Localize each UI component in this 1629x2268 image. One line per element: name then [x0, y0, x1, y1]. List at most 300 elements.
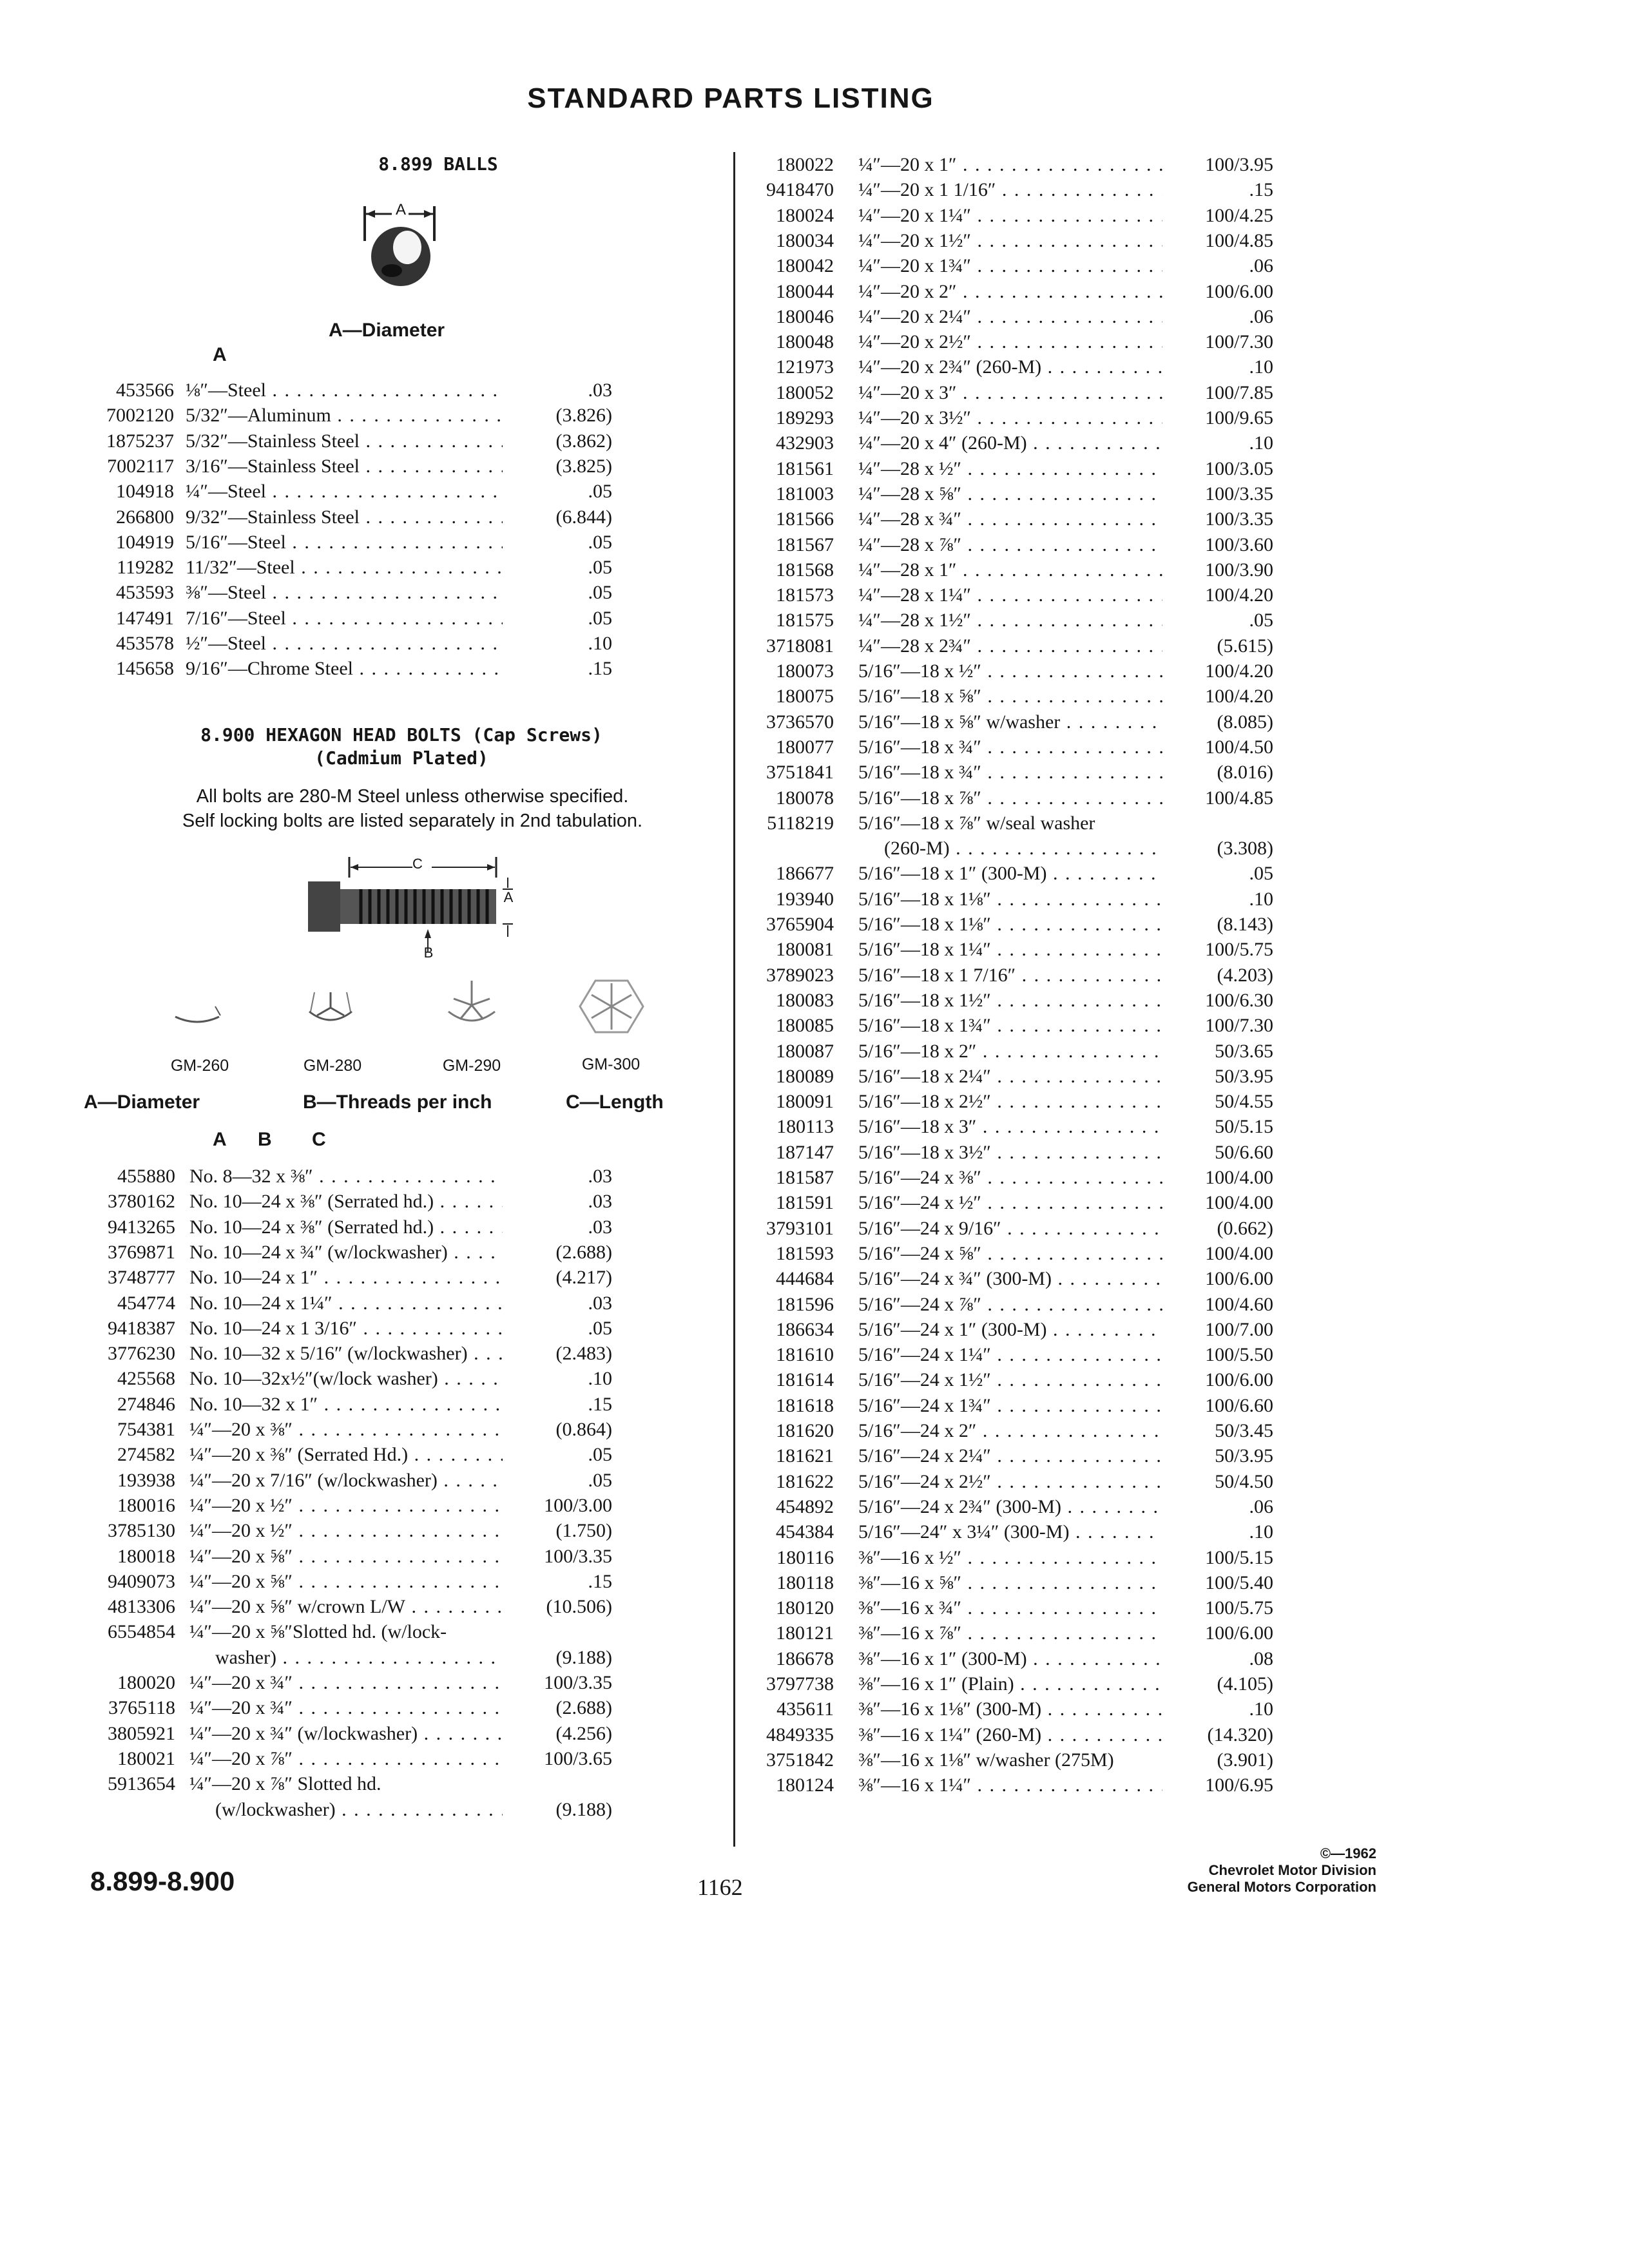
part-description: 5/16″—24 x ½″ . . .: [858, 1190, 1162, 1215]
part-description: 9/32″—Stainless Steel . . .: [186, 505, 503, 530]
part-description: No. 10—24 x 1″ . . .: [189, 1265, 503, 1290]
column-header-c: C: [312, 1129, 326, 1150]
part-description: 5/16″—24 x 1¼″ . . .: [858, 1342, 1162, 1367]
part-description: ⅜″—16 x ⅝″ . . .: [858, 1570, 1162, 1595]
part-description: 5/16″—24 x 1¾″ . . .: [858, 1393, 1162, 1418]
gm-280-head-icon: [302, 979, 360, 1037]
column-header-a: A: [213, 1129, 227, 1150]
part-description: ⅜″—Steel . . .: [186, 580, 503, 605]
part-description: ⅛″—Steel . . .: [186, 378, 503, 403]
part-number: 181622: [776, 1470, 834, 1492]
table-row: [84, 1721, 612, 1746]
part-number: 180085: [776, 1015, 834, 1037]
part-price: .05: [1249, 863, 1273, 885]
part-number: 3748777: [108, 1267, 175, 1289]
part-price: 50/3.95: [1215, 1445, 1273, 1467]
part-description: 5/16″—18 x 2″ . . .: [858, 1039, 1162, 1064]
part-number: 145658: [116, 658, 174, 680]
part-number: 3751842: [766, 1749, 834, 1771]
part-description: (w/lockwasher) . . .: [215, 1797, 503, 1822]
part-price: 100/9.65: [1205, 407, 1273, 428]
part-price: 100/3.65: [544, 1747, 612, 1769]
table-row: [84, 1518, 612, 1543]
part-number: 180022: [776, 154, 834, 175]
table-row: [84, 1569, 612, 1594]
part-description: ⅜″—16 x 1¼″ . . .: [858, 1773, 1162, 1798]
table-row: [84, 631, 612, 656]
table-row: [745, 963, 1273, 988]
part-number: 180089: [776, 1065, 834, 1087]
part-number: 180077: [776, 736, 834, 758]
part-description: ⅜″—16 x 1″ (Plain) . . .: [858, 1671, 1162, 1696]
table-row: [84, 1695, 612, 1720]
table-row: [84, 1670, 612, 1695]
part-price: 100/4.00: [1205, 1192, 1273, 1214]
balls-column-header: A: [213, 344, 227, 365]
table-row: [745, 279, 1273, 304]
table-row: [84, 1468, 612, 1493]
table-row: [745, 1671, 1273, 1696]
table-row: [84, 1493, 612, 1518]
table-row: [745, 1595, 1273, 1620]
table-row: [745, 1114, 1273, 1139]
part-price: (4.256): [555, 1722, 612, 1744]
part-description: ¼″—20 x 2½″ . . .: [858, 329, 1162, 354]
gm-300-head-icon: [576, 974, 647, 1039]
part-description: ½″—Steel . . .: [186, 631, 503, 656]
table-row: [745, 785, 1273, 811]
part-number: 9418470: [766, 179, 834, 201]
table-row: [745, 836, 1273, 861]
part-price: .15: [588, 1570, 612, 1592]
part-number: 3793101: [766, 1217, 834, 1239]
part-price: (0.864): [555, 1419, 612, 1440]
table-row: [745, 658, 1273, 684]
part-number: 181621: [776, 1445, 834, 1467]
part-description: 5/16″—24 x 2¾″ (300-M) . . .: [858, 1494, 1162, 1519]
part-price: (3.308): [1217, 838, 1273, 860]
table-row: [745, 937, 1273, 962]
part-price: .08: [1249, 1648, 1273, 1669]
part-description: 9/16″—Chrome Steel . . .: [186, 656, 503, 681]
part-price: .15: [588, 1393, 612, 1415]
part-number: 147491: [116, 607, 174, 629]
part-price: 50/3.95: [1215, 1065, 1273, 1087]
part-price: .05: [588, 557, 612, 579]
part-price: (3.862): [555, 430, 612, 452]
part-number: 181618: [776, 1394, 834, 1416]
column-divider: [733, 152, 735, 1847]
part-description: 5/32″—Aluminum . . .: [186, 403, 503, 428]
part-price: 100/3.00: [544, 1494, 612, 1516]
part-number: 180075: [776, 686, 834, 707]
part-number: 4813306: [108, 1596, 175, 1618]
part-number: 186678: [776, 1648, 834, 1669]
part-description: No. 10—32 x 5/16″ (w/lockwasher) . . .: [189, 1341, 503, 1366]
table-row: [84, 1291, 612, 1316]
part-price: 100/7.00: [1205, 1318, 1273, 1340]
table-row: [745, 203, 1273, 228]
part-number: 180081: [776, 939, 834, 961]
table-row: [745, 1646, 1273, 1671]
part-number: 193938: [117, 1469, 175, 1491]
part-description: ¼″—20 x 1¾″ . . .: [858, 253, 1162, 278]
table-row: [745, 735, 1273, 760]
table-row: [745, 456, 1273, 481]
part-description: ¼″—20 x ¾″ . . .: [189, 1695, 503, 1720]
part-description: ¼″—20 x 2″ . . .: [858, 279, 1162, 304]
table-row: [745, 304, 1273, 329]
part-number: 181575: [776, 610, 834, 631]
part-description: 5/16″—18 x ¾″ . . .: [858, 760, 1162, 785]
part-number: 180048: [776, 331, 834, 353]
bolts-note-material: All bolts are 280-M Steel unless otherwise specified.: [196, 786, 629, 807]
part-description: ¼″—20 x 2¾″ (260-M) . . .: [858, 354, 1162, 380]
part-number: 180046: [776, 305, 834, 327]
table-row: [745, 1722, 1273, 1747]
part-number: 181566: [776, 508, 834, 530]
part-number: 435611: [776, 1698, 834, 1720]
part-number: 180024: [776, 204, 834, 226]
part-price: (2.688): [555, 1241, 612, 1263]
part-number: 181573: [776, 584, 834, 606]
table-row: [745, 1089, 1273, 1114]
part-price: .05: [588, 582, 612, 604]
part-description: No. 8—32 x ⅜″ . . .: [189, 1164, 503, 1189]
part-description: No. 10—32x½″(w/lock washer) . . .: [189, 1366, 503, 1391]
part-number: 274846: [117, 1393, 175, 1415]
part-number: 3785130: [108, 1520, 175, 1542]
part-price: 100/4.20: [1205, 584, 1273, 606]
table-row: [745, 1519, 1273, 1544]
table-row: [745, 1469, 1273, 1494]
table-row: [745, 152, 1273, 177]
part-number: 181610: [776, 1344, 834, 1366]
gm-260-head-icon: [169, 987, 227, 1039]
table-row: [745, 405, 1273, 430]
table-row: [84, 1417, 612, 1442]
part-description: 5/16″—24 x 9/16″ . . .: [858, 1216, 1162, 1241]
part-price: 100/6.00: [1205, 1622, 1273, 1644]
part-number: 180091: [776, 1091, 834, 1113]
part-description: 5/16″—18 x 3″ . . .: [858, 1114, 1162, 1139]
part-description: No. 10—24 x ¾″ (w/lockwasher) . . .: [189, 1240, 503, 1265]
part-number: 180021: [117, 1747, 175, 1769]
part-number: 1875237: [106, 430, 174, 452]
part-number: 3797738: [766, 1673, 834, 1695]
part-number: 180073: [776, 660, 834, 682]
part-number: 180121: [776, 1622, 834, 1644]
part-description: ¼″—28 x ⅞″ . . .: [858, 532, 1162, 557]
part-price: 100/4.85: [1205, 229, 1273, 251]
part-description: No. 10—24 x 1 3/16″ . . .: [189, 1316, 503, 1341]
table-row: [745, 1545, 1273, 1570]
part-price: 50/4.50: [1215, 1470, 1273, 1492]
grade-label-gm-290: GM-290: [442, 1057, 501, 1075]
part-price: (5.615): [1217, 635, 1273, 657]
table-row: [745, 608, 1273, 633]
part-number: 453566: [116, 380, 174, 401]
part-description: 5/16″—24 x ⅝″ . . .: [858, 1241, 1162, 1266]
part-number: 266800: [116, 506, 174, 528]
part-description: 5/16″—18 x ½″ . . .: [858, 658, 1162, 684]
part-price: (2.688): [555, 1697, 612, 1719]
part-price: .05: [588, 1444, 612, 1466]
balls-section-heading: 8.899 BALLS: [378, 153, 498, 175]
part-number: 9418387: [108, 1317, 175, 1339]
part-price: (6.844): [555, 506, 612, 528]
part-description: 5/16″—24 x ⅞″ . . .: [858, 1292, 1162, 1317]
part-price: .06: [1249, 1495, 1273, 1517]
part-description: 7/16″—Steel . . .: [186, 606, 503, 631]
part-number: 187147: [776, 1141, 834, 1163]
part-description: ⅜″—16 x ¾″ . . .: [858, 1595, 1162, 1620]
table-row: [84, 1594, 612, 1619]
legend-threads: B—Threads per inch: [303, 1091, 492, 1113]
part-price: 100/7.30: [1205, 331, 1273, 353]
part-number: 180016: [117, 1494, 175, 1516]
part-description: ¼″—20 x ⅝″ . . .: [189, 1544, 503, 1569]
bolts-note-self-locking: Self locking bolts are listed separately in 2nd tabulation.: [182, 811, 643, 831]
part-price: 100/6.00: [1205, 280, 1273, 302]
table-row: [745, 1039, 1273, 1064]
part-price: 100/4.50: [1205, 736, 1273, 758]
part-number: 3780162: [108, 1191, 175, 1213]
part-number: 3765118: [108, 1697, 175, 1719]
part-description: ¼″—28 x 1″ . . .: [858, 557, 1162, 582]
table-row: [84, 656, 612, 681]
part-number: 3769871: [108, 1241, 175, 1263]
table-row: [84, 1240, 612, 1265]
table-row: [745, 329, 1273, 354]
table-row: [84, 1341, 612, 1366]
part-number: 754381: [117, 1419, 175, 1440]
part-number: 180018: [117, 1545, 175, 1567]
part-number: 181596: [776, 1293, 834, 1315]
part-description: 5/16″—24 x 2″ . . .: [858, 1418, 1162, 1443]
table-row: [745, 1418, 1273, 1443]
table-row: [84, 580, 612, 605]
part-description: 5/16″—18 x 1″ (300-M) . . .: [858, 861, 1162, 886]
table-row: [745, 988, 1273, 1013]
part-price: (1.750): [555, 1520, 612, 1542]
part-description: 5/16″—18 x ¾″ . . .: [858, 735, 1162, 760]
part-price: (8.016): [1217, 762, 1273, 783]
part-number: 104918: [116, 481, 174, 503]
part-description: ¼″—20 x ⅜″ (Serrated Hd.) . . .: [189, 1442, 503, 1467]
part-price: .03: [588, 1216, 612, 1238]
part-description: 5/32″—Stainless Steel . . .: [186, 428, 503, 454]
part-price: 100/4.85: [1205, 787, 1273, 809]
part-description: ¼″—20 x ⅝″Slotted hd. (w/lock-: [189, 1621, 447, 1643]
part-price: 100/3.35: [544, 1672, 612, 1693]
table-row: [84, 403, 612, 428]
ball-dimension-label: A: [395, 201, 406, 218]
part-price: .10: [1249, 1698, 1273, 1720]
part-description: 5/16″—24 x 2¼″ . . .: [858, 1443, 1162, 1468]
part-price: (8.143): [1217, 914, 1273, 935]
part-description: ¼″—20 x ⅝″ . . .: [189, 1569, 503, 1594]
part-price: 100/4.00: [1205, 1167, 1273, 1188]
part-description: ¼″—20 x ¾″ (w/lockwasher) . . .: [189, 1721, 503, 1746]
part-price: 100/5.75: [1205, 939, 1273, 961]
part-description: 5/16″—18 x 1 7/16″ . . .: [858, 963, 1162, 988]
part-price: (2.483): [555, 1343, 612, 1365]
part-price: (10.506): [546, 1596, 612, 1618]
part-number: 186634: [776, 1318, 834, 1340]
table-row: [745, 506, 1273, 532]
part-price: .10: [1249, 356, 1273, 378]
part-description: ¼″—20 x ⅝″ w/crown L/W . . .: [189, 1594, 503, 1619]
part-number: 181620: [776, 1420, 834, 1441]
part-description: ⅜″—16 x 1⅛″ (300-M) . . .: [858, 1696, 1162, 1722]
table-row: [745, 1570, 1273, 1595]
part-description: ¼″—20 x 1″ . . .: [858, 152, 1162, 177]
part-price: .05: [588, 1317, 612, 1339]
part-description: ¼″—20 x ¾″ . . .: [189, 1670, 503, 1695]
table-row: [745, 253, 1273, 278]
part-price: .05: [1249, 610, 1273, 631]
page-number: 1162: [697, 1874, 743, 1900]
table-row: [745, 1064, 1273, 1089]
part-price: .10: [588, 1368, 612, 1390]
table-row: [745, 582, 1273, 608]
part-description: ¼″—28 x ⅝″ . . .: [858, 481, 1162, 506]
part-price: .15: [588, 658, 612, 680]
part-description: 5/16″—18 x ⅞″ w/seal washer: [858, 812, 1095, 834]
part-description: 5/16″—18 x 3½″ . . .: [858, 1140, 1162, 1165]
table-row: [745, 532, 1273, 557]
table-row: [84, 1746, 612, 1771]
part-description: ⅜″—16 x 1″ (300-M) . . .: [858, 1646, 1162, 1671]
part-price: .10: [1249, 432, 1273, 454]
grade-label-gm-300: GM-300: [581, 1055, 641, 1073]
part-number: 454774: [117, 1292, 175, 1314]
part-description: ¼″—Steel . . .: [186, 479, 503, 504]
table-row: [745, 1747, 1273, 1773]
part-description: ¼″—20 x ½″ . . .: [189, 1518, 503, 1543]
part-number: 180083: [776, 989, 834, 1011]
part-number: 180078: [776, 787, 834, 809]
part-description: ¼″—20 x ⅞″ Slotted hd.: [189, 1773, 381, 1795]
table-row: [745, 861, 1273, 886]
part-price: 50/4.55: [1215, 1091, 1273, 1113]
part-description: 5/16″—18 x 1⅛″ . . .: [858, 912, 1162, 937]
company-corporation: General Motors Corporation: [1187, 1879, 1376, 1895]
part-number: 3765904: [766, 914, 834, 935]
part-price: 50/5.15: [1215, 1116, 1273, 1138]
table-row: [745, 1216, 1273, 1241]
table-row: [745, 1367, 1273, 1392]
part-price: 100/5.15: [1205, 1546, 1273, 1568]
page-title: STANDARD PARTS LISTING: [527, 82, 934, 114]
table-row: [745, 912, 1273, 937]
part-description: 5/16″—24 x 1″ (300-M) . . .: [858, 1317, 1162, 1342]
grade-label-gm-280: GM-280: [303, 1057, 362, 1075]
part-number: 189293: [776, 407, 834, 428]
part-number: 432903: [776, 432, 834, 454]
part-description: ¼″—20 x ½″ . . .: [189, 1493, 503, 1518]
part-number: 181587: [776, 1167, 834, 1188]
part-description: No. 10—24 x ⅜″ (Serrated hd.) . . .: [189, 1215, 503, 1240]
part-description: ¼″—20 x ⅜″ . . .: [189, 1417, 503, 1442]
part-price: 100/6.00: [1205, 1268, 1273, 1290]
part-price: 100/5.75: [1205, 1597, 1273, 1619]
part-number: 180020: [117, 1672, 175, 1693]
part-number: 5118219: [767, 812, 834, 834]
part-description: No. 10—32 x 1″ . . .: [189, 1392, 503, 1417]
part-number: 274582: [117, 1444, 175, 1466]
part-price: 100/3.05: [1205, 457, 1273, 479]
part-number: 181567: [776, 533, 834, 555]
table-row: [84, 1316, 612, 1341]
table-row: [745, 811, 1273, 836]
part-price: (4.217): [555, 1267, 612, 1289]
part-number: 7002120: [106, 405, 174, 427]
part-number: 454384: [776, 1521, 834, 1543]
part-number: 181614: [776, 1369, 834, 1391]
table-row: [745, 887, 1273, 912]
part-price: .05: [588, 531, 612, 553]
table-row: [745, 1342, 1273, 1367]
part-price: (3.826): [555, 405, 612, 427]
part-price: (9.188): [555, 1646, 612, 1668]
part-price: 100/5.40: [1205, 1571, 1273, 1593]
part-number: 7002117: [107, 455, 174, 477]
part-number: 3718081: [766, 635, 834, 657]
part-price: .10: [1249, 1521, 1273, 1543]
part-description: ¼″—20 x 3″ . . .: [858, 380, 1162, 405]
table-row: [745, 1317, 1273, 1342]
part-price: 50/6.60: [1215, 1141, 1273, 1163]
part-number: 453578: [116, 633, 174, 654]
table-row: [745, 1494, 1273, 1519]
part-number: 180044: [776, 280, 834, 302]
grade-label-gm-260: GM-260: [170, 1057, 229, 1075]
table-row: [745, 709, 1273, 735]
table-row: [84, 1771, 612, 1796]
part-price: .03: [588, 1191, 612, 1213]
part-description: 11/32″—Steel . . .: [186, 555, 503, 580]
part-price: .05: [588, 481, 612, 503]
part-description: 5/16″—24 x ¾″ (300-M) . . .: [858, 1266, 1162, 1291]
part-price: 100/4.00: [1205, 1242, 1273, 1264]
part-number: 454892: [776, 1495, 834, 1517]
table-row: [84, 1215, 612, 1240]
part-number: 444684: [776, 1268, 834, 1290]
part-description: 5/16″—24 x 1½″ . . .: [858, 1367, 1162, 1392]
part-description: (260-M) . . .: [884, 836, 1162, 861]
part-description: ¼″—20 x 4″ (260-M) . . .: [858, 430, 1162, 456]
part-number: 119282: [117, 557, 174, 579]
table-row: [745, 1190, 1273, 1215]
table-row: [84, 1392, 612, 1417]
part-price: 100/6.00: [1205, 1369, 1273, 1391]
table-row: [745, 1241, 1273, 1266]
table-row: [84, 1645, 612, 1670]
table-row: [745, 684, 1273, 709]
part-description: 5/16″—18 x 2¼″ . . .: [858, 1064, 1162, 1089]
part-price: 50/3.65: [1215, 1040, 1273, 1062]
part-price: .10: [1249, 888, 1273, 910]
part-number: 180124: [776, 1774, 834, 1796]
table-row: [745, 1013, 1273, 1038]
part-description: ¼″—28 x 1¼″ . . .: [858, 582, 1162, 608]
part-price: (3.901): [1217, 1749, 1273, 1771]
part-price: 100/6.30: [1205, 989, 1273, 1011]
table-row: [745, 1620, 1273, 1646]
column-header-b: B: [258, 1129, 272, 1150]
